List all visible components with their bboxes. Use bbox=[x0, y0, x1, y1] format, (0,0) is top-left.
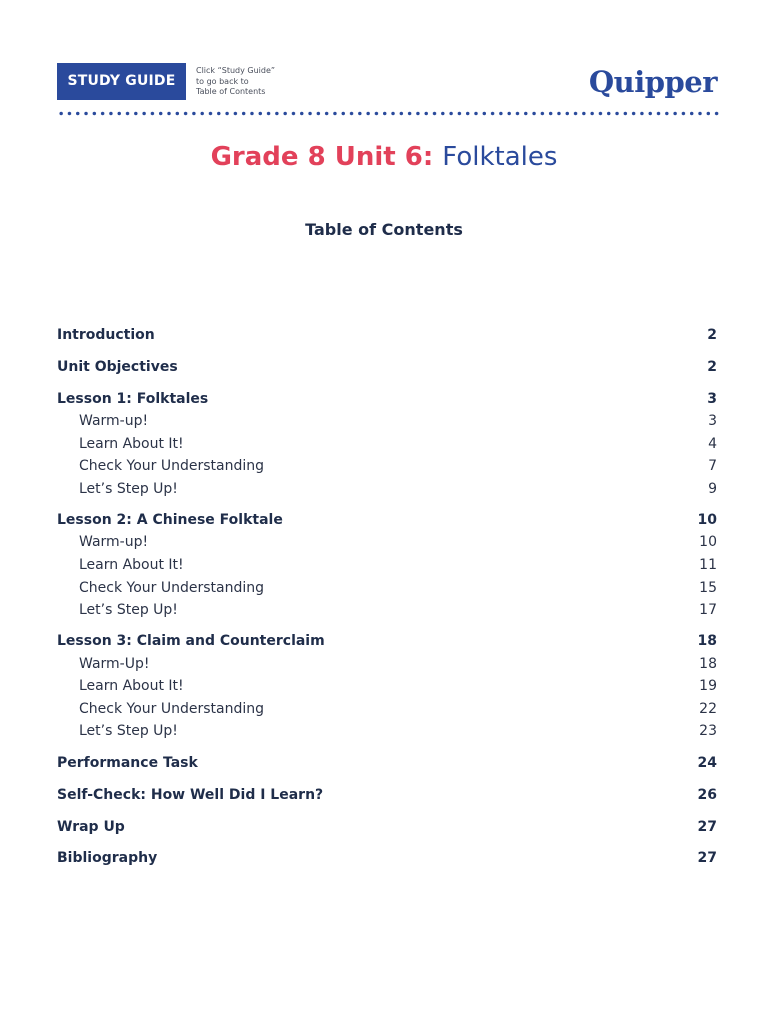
toc-page-number: 3 bbox=[708, 413, 717, 429]
toc-label: Lesson 3: Claim and Counterclaim bbox=[57, 633, 325, 649]
toc-label: Self-Check: How Well Did I Learn? bbox=[57, 787, 324, 803]
toc-page-number: 18 bbox=[699, 656, 717, 672]
toc-page-number: 3 bbox=[707, 391, 717, 407]
toc-page-number: 9 bbox=[708, 481, 717, 497]
toc-label: Warm-Up! bbox=[79, 656, 150, 672]
hint-line: Click “Study Guide” bbox=[196, 66, 276, 75]
toc-label: Warm-up! bbox=[79, 534, 149, 550]
toc-label: Lesson 2: A Chinese Folktale bbox=[57, 512, 283, 528]
toc-label: Check Your Understanding bbox=[79, 458, 265, 474]
toc-subentry[interactable] bbox=[57, 410, 717, 432]
toc-entry-bibliography[interactable] bbox=[57, 847, 717, 869]
toc-entry-lesson-2[interactable] bbox=[57, 509, 717, 531]
toc-label: Wrap Up bbox=[57, 819, 125, 835]
toc-subentry[interactable] bbox=[57, 554, 717, 576]
toc-entry-self-check[interactable] bbox=[57, 784, 717, 806]
toc-page-number: 7 bbox=[708, 458, 717, 474]
toc-page-number: 17 bbox=[699, 602, 717, 618]
study-guide-button[interactable]: STUDY GUIDE bbox=[57, 63, 186, 100]
toc-heading: Table of Contents bbox=[305, 220, 463, 239]
title-subject: Folktales bbox=[442, 142, 558, 172]
toc-subentry[interactable] bbox=[57, 531, 717, 553]
toc-page-number: 22 bbox=[699, 701, 717, 717]
toc-label: Let’s Step Up! bbox=[79, 602, 178, 618]
toc-entry-lesson-3[interactable] bbox=[57, 630, 717, 652]
toc-label: Warm-up! bbox=[79, 413, 149, 429]
toc-page-number: 27 bbox=[697, 850, 717, 866]
toc-page-number: 27 bbox=[697, 819, 717, 835]
toc-page-number: 18 bbox=[697, 633, 717, 649]
toc-label: Introduction bbox=[57, 327, 155, 343]
toc-label: Performance Task bbox=[57, 755, 198, 771]
toc-entry-lesson-1[interactable] bbox=[57, 388, 717, 410]
toc-page-number: 19 bbox=[699, 678, 717, 694]
toc-page-number: 10 bbox=[699, 534, 717, 550]
toc-label: Check Your Understanding bbox=[79, 580, 265, 596]
hint-line: to go back to bbox=[196, 76, 249, 86]
toc-label: Learn About It! bbox=[79, 557, 184, 573]
toc-label: Learn About It! bbox=[79, 678, 184, 694]
toc-entry-wrap-up[interactable] bbox=[57, 816, 717, 838]
toc-page-number: 11 bbox=[699, 557, 717, 573]
toc-subentry[interactable] bbox=[57, 455, 717, 477]
toc-subentry[interactable] bbox=[57, 653, 717, 675]
toc-subentry[interactable] bbox=[57, 698, 717, 720]
toc-subentry[interactable] bbox=[57, 720, 717, 742]
toc-subentry[interactable] bbox=[57, 599, 717, 621]
table-of-contents bbox=[57, 0, 717, 1024]
toc-page-number: 2 bbox=[707, 359, 717, 375]
toc-label: Check Your Understanding bbox=[79, 701, 265, 717]
toc-label: Let’s Step Up! bbox=[79, 481, 178, 497]
toc-page-number: 24 bbox=[697, 755, 717, 771]
toc-entry-unit-objectives[interactable] bbox=[57, 356, 717, 378]
toc-subentry[interactable] bbox=[57, 433, 717, 455]
toc-page-number: 2 bbox=[707, 327, 717, 343]
toc-entry-introduction[interactable] bbox=[57, 324, 717, 346]
toc-page-number: 26 bbox=[697, 787, 717, 803]
toc-subentry[interactable] bbox=[57, 675, 717, 697]
toc-page-number: 23 bbox=[699, 723, 717, 739]
toc-page-number: 4 bbox=[708, 436, 717, 452]
toc-entry-performance-task[interactable] bbox=[57, 752, 717, 774]
toc-label: Bibliography bbox=[57, 850, 158, 866]
hint-line: Table of Contents bbox=[196, 87, 266, 96]
toc-subentry[interactable] bbox=[57, 577, 717, 599]
title-prefix: Grade 8 Unit 6: bbox=[210, 142, 434, 172]
toc-label: Lesson 1: Folktales bbox=[57, 391, 209, 407]
toc-label: Let’s Step Up! bbox=[79, 723, 178, 739]
toc-subentry[interactable] bbox=[57, 478, 717, 500]
toc-label: Learn About It! bbox=[79, 436, 184, 452]
toc-page-number: 15 bbox=[699, 580, 717, 596]
toc-page-number: 10 bbox=[697, 512, 717, 528]
toc-label: Unit Objectives bbox=[57, 359, 178, 375]
quipper-logo: Quipper bbox=[588, 65, 717, 99]
